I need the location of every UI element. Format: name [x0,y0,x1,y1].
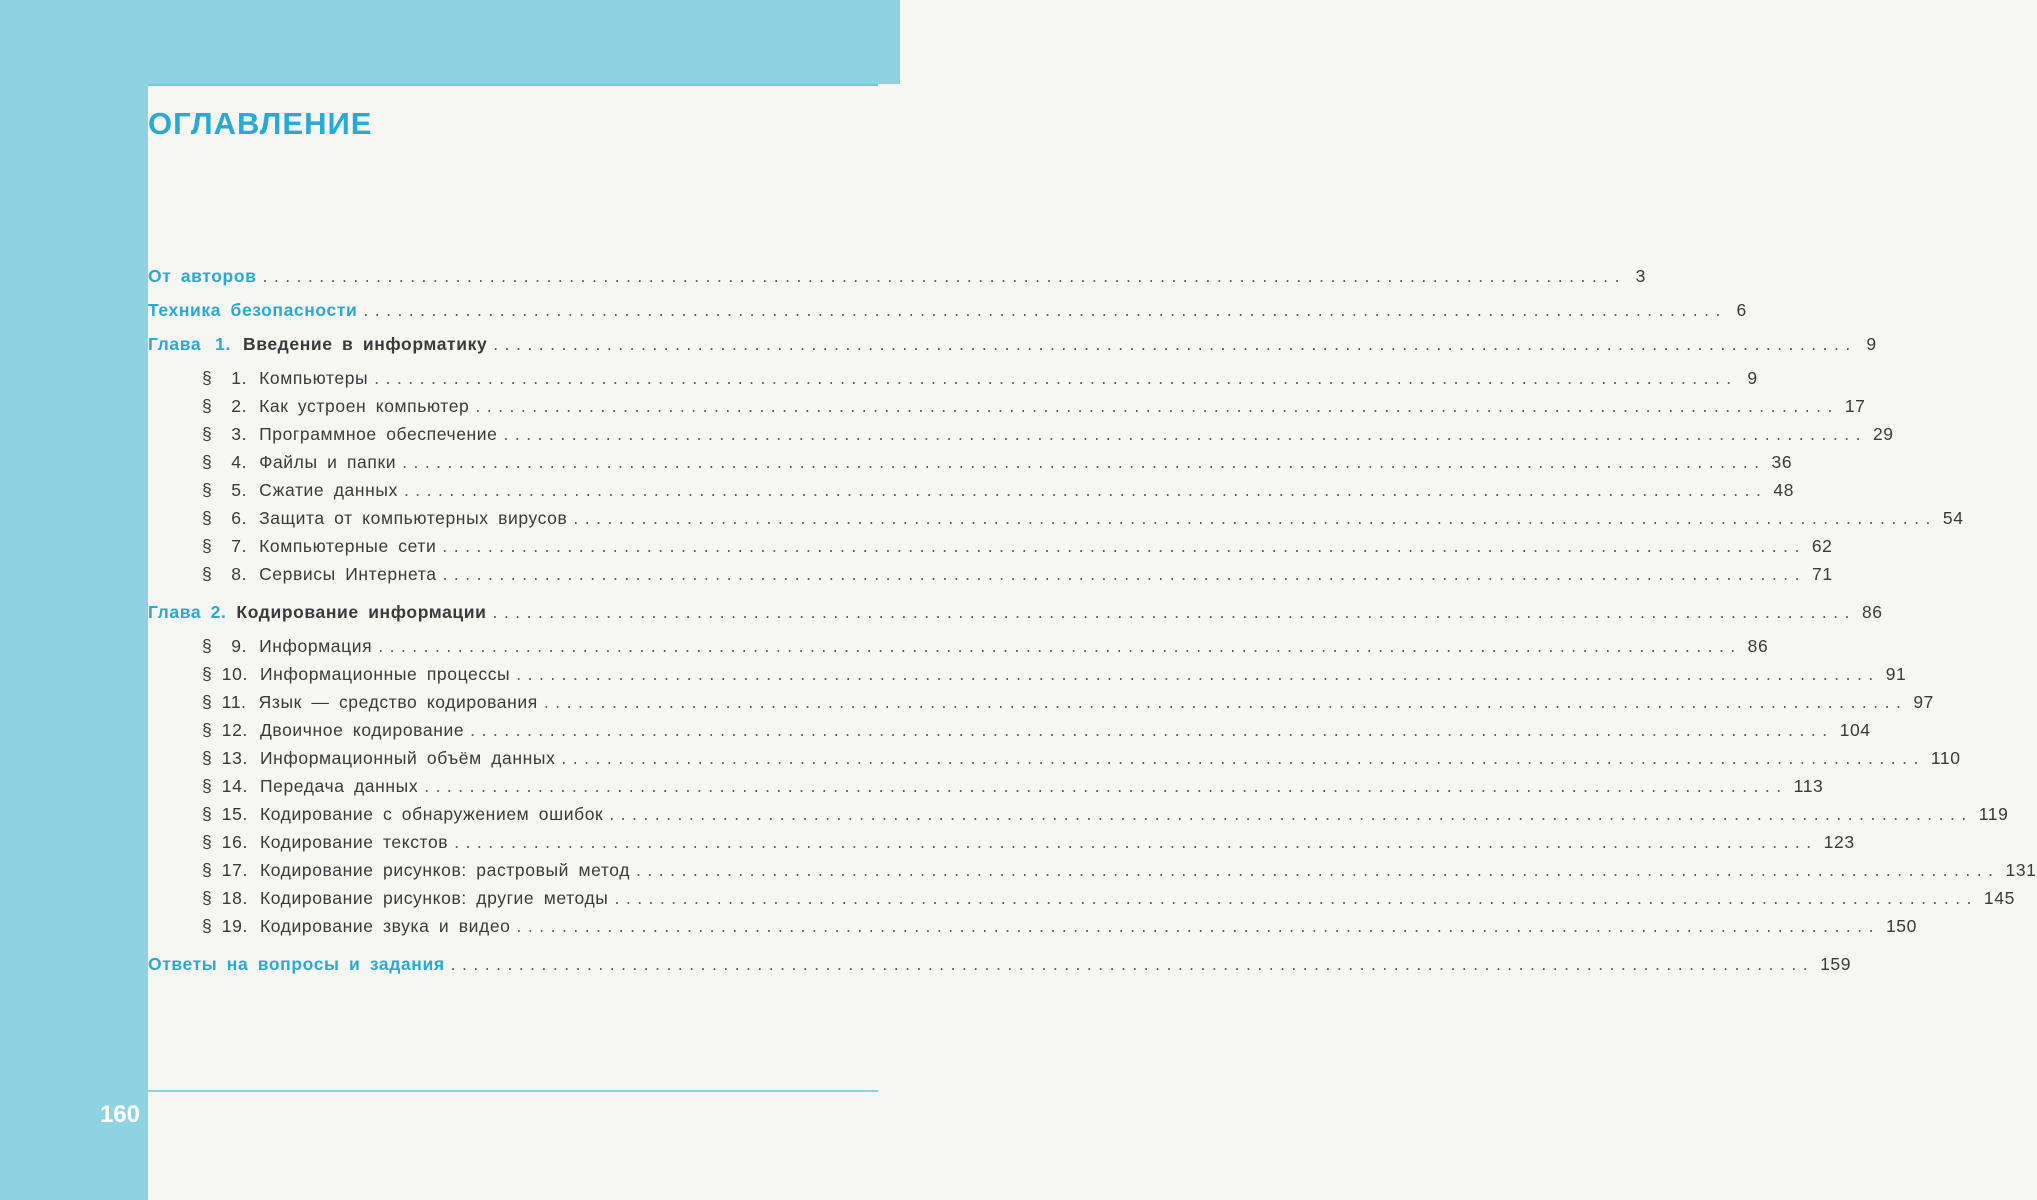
section-title: Кодирование рисунков: растровый метод [259,860,631,880]
chapter-2-sections [148,636,2037,944]
section-page: 131 [2005,860,2037,880]
dot-leader: ........................................................................................................................ [609,804,1973,824]
section-title: Программное обеспечение [259,424,498,444]
toc-section-entry[interactable] [148,396,1866,424]
section-title: Информационные процессы [259,664,511,684]
section-page: 145 [1983,888,2015,908]
section-title: Сжатие данных [259,480,398,500]
dot-leader: ........................................................................................................................ [403,480,1768,500]
chapter-title: Кодирование информации [236,602,487,622]
toc-section-entry[interactable] [148,860,2037,888]
dot-leader: ........................................................................................................................ [516,664,1880,684]
toc-entry-page: 86 [1861,602,1883,622]
dot-leader: ........................................................................................................................ [262,266,1626,286]
section-page: 110 [1930,748,1961,768]
section-page: 9 [1747,368,1758,388]
toc-section-entry[interactable] [148,916,1917,944]
dot-leader: ........................................................................................................................ [374,368,1738,388]
toc-entry-page: 3 [1635,266,1646,286]
section-title: Кодирование с обнаружением ошибок [259,804,604,824]
section-title: Кодирование текстов [259,832,449,852]
toc-section-entry[interactable] [148,692,1934,720]
section-page: 48 [1773,480,1795,500]
toc-entry-label: Техника безопасности [148,300,358,320]
dot-leader: ........................................................................................................................ [424,776,1788,796]
section-title: Двоичное кодирование [259,720,465,740]
section-page: 119 [1978,804,2009,824]
section-title: Передача данных [259,776,419,796]
toc-entry-page: 6 [1736,300,1747,320]
toc-section-entry[interactable] [148,664,1907,692]
dot-leader: ........................................................................................................................ [543,692,1908,712]
toc-entry-label: Ответы на вопросы и задания [148,954,445,974]
section-title: Защита от компьютерных вирусов [259,508,568,528]
section-number: § 17. [202,860,248,880]
toc-entry-label: От авторов [148,266,257,286]
section-page: 17 [1844,396,1866,416]
toc-section-entry[interactable] [148,508,1964,536]
toc-section-entry[interactable] [148,480,1795,508]
section-number: § 6. [202,508,248,528]
section-number: § 18. [202,888,248,908]
dot-leader: ........................................................................................................................ [475,396,1839,416]
toc-chapter-1[interactable] [148,334,1877,368]
toc-section-entry[interactable] [148,888,2015,916]
section-page: 62 [1811,536,1833,556]
section-title: Как устроен компьютер [259,396,470,416]
bottom-rule [148,1090,878,1092]
dot-leader: ........................................................................................................................ [503,424,1867,444]
chapter-title: Введение в информатику [242,334,488,354]
section-number: § 12. [202,720,248,740]
section-page: 54 [1942,508,1964,528]
section-page: 36 [1771,452,1793,472]
dot-leader: ........................................................................................................................ [492,602,1856,622]
section-page: 71 [1811,564,1833,584]
dot-leader: ........................................................................................................................ [450,954,1815,974]
section-number: § 11. [202,692,247,712]
section-page: 97 [1913,692,1934,712]
toc-section-entry[interactable] [148,636,1769,664]
toc-section-entry[interactable] [148,720,1871,748]
side-color-band [0,0,148,1200]
section-number: § 5. [202,480,248,500]
section-page: 86 [1747,636,1769,656]
page-number: 160 [99,1101,140,1128]
section-page: 113 [1793,776,1824,796]
top-rule [148,84,878,86]
section-title: Язык — средство кодирования [258,692,538,712]
section-number: § 3. [202,424,248,444]
dot-leader: ........................................................................................................................ [470,720,1834,740]
section-title: Информация [259,636,373,656]
top-color-band [0,0,900,84]
section-title: Компьютерные сети [259,536,437,556]
section-title: Файлы и папки [259,452,397,472]
section-number: § 8. [202,564,248,584]
dot-leader: ........................................................................................................................ [442,564,1806,584]
toc-section-entry[interactable] [148,452,1793,480]
section-title: Сервисы Интернета [259,564,437,584]
section-number: § 1. [202,368,248,388]
chapter-prefix: Глава 2. [148,602,227,622]
toc-section-entry[interactable] [148,776,1824,804]
section-number: § 14. [202,776,248,796]
section-title: Информационный объём данных [259,748,556,768]
section-number: § 2. [202,396,248,416]
dot-leader: ........................................................................................................................ [454,832,1818,852]
section-number: § 7. [202,536,248,556]
dot-leader: ........................................................................................................................ [573,508,1937,528]
dot-leader: ........................................................................................................................ [402,452,1766,472]
section-number: § 19. [202,916,248,936]
dot-leader: ........................................................................................................................ [363,300,1727,320]
section-title: Кодирование рисунков: другие методы [259,888,609,908]
section-number: § 4. [202,452,248,472]
toc-section-entry[interactable] [148,748,1961,776]
page-title: ОГЛАВЛЕНИЕ [148,106,373,141]
section-number: § 15. [202,804,248,824]
dot-leader: ........................................................................................................................ [516,916,1880,936]
toc-section-entry[interactable] [148,804,2009,832]
toc-entry-page: 9 [1866,334,1877,354]
section-number: § 10. [202,664,248,684]
chapter-prefix: Глава [148,334,202,354]
dot-leader: ........................................................................................................................ [614,888,1978,908]
dot-leader: ........................................................................................................................ [561,748,1925,768]
table-of-contents [148,266,2037,988]
toc-section-entry[interactable] [148,536,1833,564]
section-page: 29 [1872,424,1894,444]
chapter-number: 1. [215,334,231,354]
toc-entry-safety[interactable] [148,300,1747,334]
toc-section-entry[interactable] [148,832,1855,860]
section-title: Компьютеры [259,368,369,388]
section-number: § 13. [202,748,248,768]
dot-leader: ........................................................................................................................ [493,334,1857,354]
section-number: § 9. [202,636,248,656]
chapter-1-sections [148,368,1964,592]
section-page: 123 [1823,832,1855,852]
toc-section-entry[interactable] [148,368,1758,396]
toc-entry-answers[interactable] [148,954,1852,988]
section-number: § 16. [202,832,248,852]
section-title: Кодирование звука и видео [259,916,511,936]
dot-leader: ........................................................................................................................ [442,536,1806,556]
section-page: 104 [1839,720,1871,740]
toc-entry-authors[interactable] [148,266,1646,300]
section-page: 150 [1885,916,1917,936]
toc-chapter-2[interactable] [148,602,1883,636]
section-page: 91 [1885,664,1907,684]
dot-leader: ........................................................................................................................ [378,636,1742,656]
toc-section-entry[interactable] [148,564,1833,592]
toc-section-entry[interactable] [148,424,1894,452]
toc-entry-page: 159 [1820,954,1852,974]
dot-leader: ........................................................................................................................ [636,860,2000,880]
